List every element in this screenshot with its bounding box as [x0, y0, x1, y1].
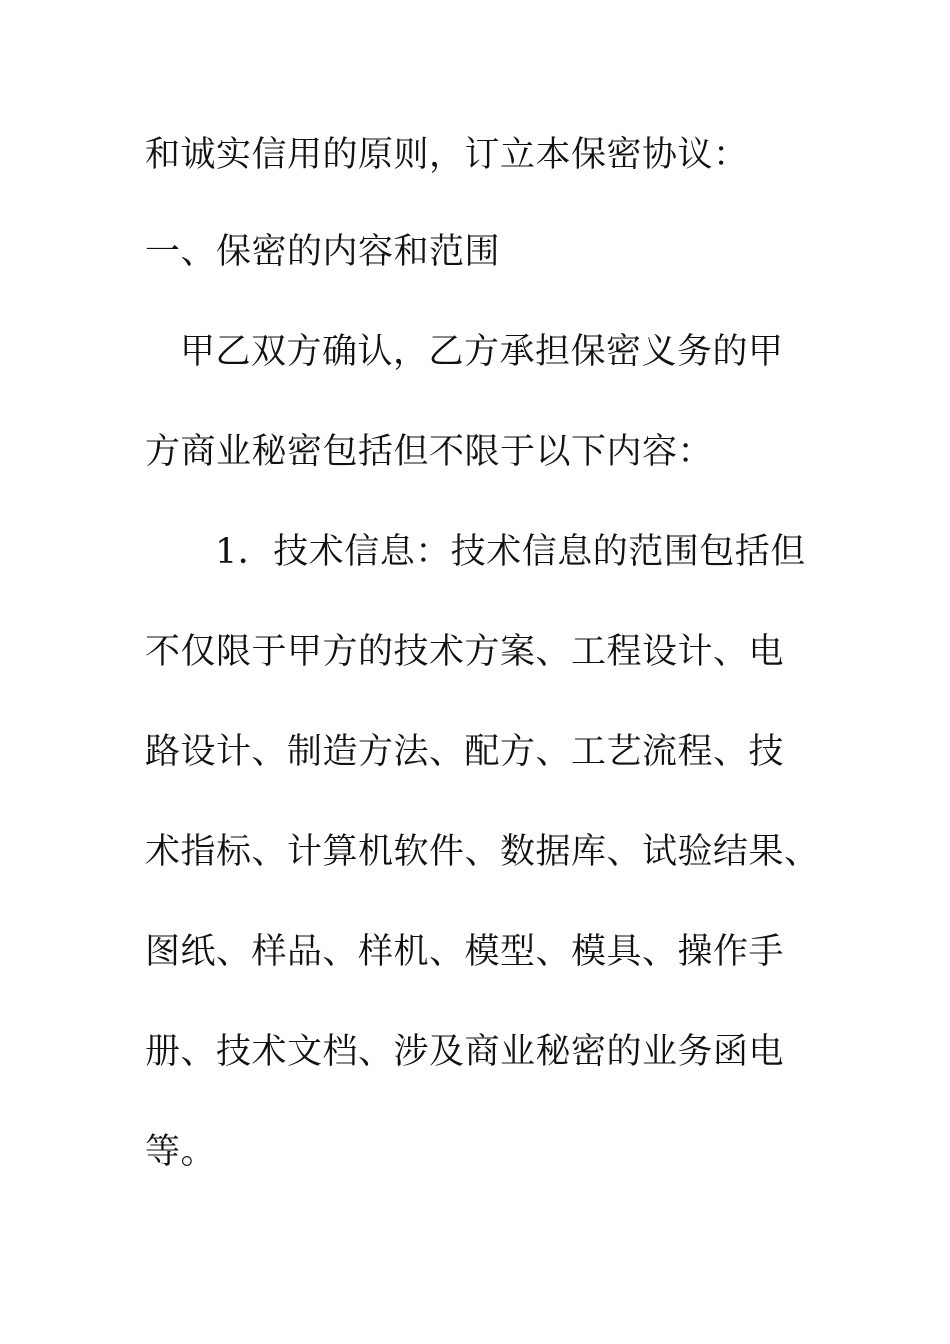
text-line: 路设计、制造方法、配方、工艺流程、技	[145, 732, 785, 772]
text-line: 方商业秘密包括但不限于以下内容：	[145, 432, 714, 472]
text-line: 册、技术文档、涉及商业秘密的业务函电	[145, 1032, 785, 1072]
text-line: 甲乙双方确认，乙方承担保密义务的甲	[180, 332, 784, 372]
list-item-heading: 1．技术信息：技术信息的范围包括但	[215, 532, 806, 572]
text-line: 术指标、计算机软件、数据库、试验结果、	[145, 832, 820, 872]
text-line: 和诚实信用的原则，订立本保密协议：	[145, 135, 749, 175]
text-line: 不仅限于甲方的技术方案、工程设计、电	[145, 632, 785, 672]
text-line: 等。	[145, 1132, 217, 1172]
section-heading: 一、保密的内容和范围	[145, 232, 501, 272]
text-line: 图纸、样品、样机、模型、模具、操作手	[145, 932, 785, 972]
